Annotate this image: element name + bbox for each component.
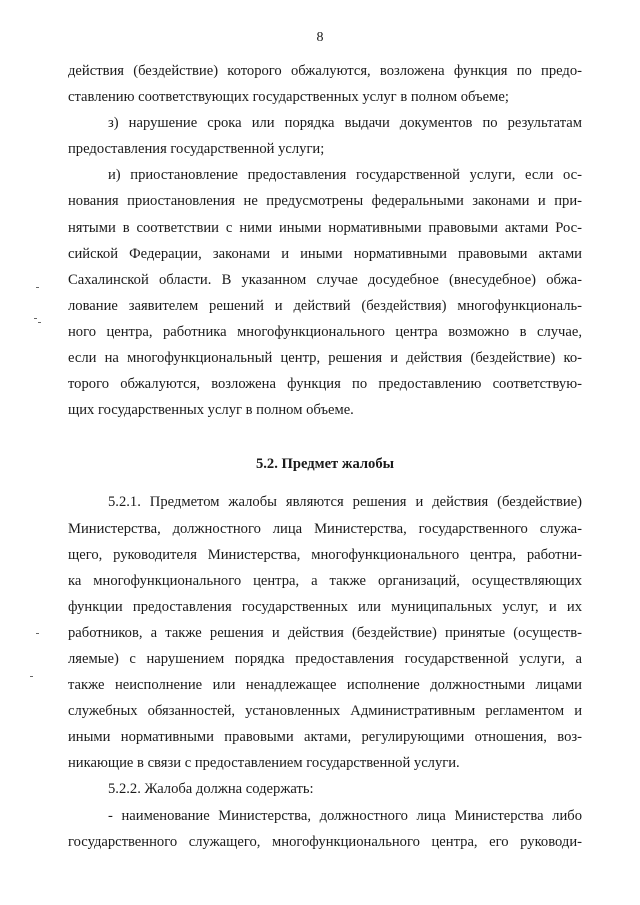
paragraph-list-item xyxy=(68,803,582,855)
text-line: щего, руководителя Министерства, многофункционального центра, работни- xyxy=(68,546,582,563)
section-heading: 5.2. Предмет жалобы xyxy=(255,456,395,473)
scan-mark xyxy=(30,676,33,677)
paragraph-item-i xyxy=(68,162,582,423)
paragraph-continuation xyxy=(68,58,582,110)
text-line: ляемые) с нарушением порядка предоставления государственной услуги, а xyxy=(68,650,582,667)
text-line: если на многофункциональный центр, решения и действия (бездействие) ко- xyxy=(68,350,582,367)
text-line: ного центра, работника многофункционального центра возможно в случае, xyxy=(68,323,582,340)
text-line: нятыми в соответствии с ними иными нормативными правовыми актами Рос- xyxy=(68,219,582,236)
text-line: ставлению соответствующих государственных услуг в полном объеме; xyxy=(68,89,509,106)
text-line: и) приостановление предоставления государственной услуги, если ос- xyxy=(108,167,582,184)
text-line: никающие в связи с предоставлением государственной услуги. xyxy=(68,755,460,772)
scan-mark xyxy=(38,322,41,323)
text-line: ка многофункционального центра, а также организаций, осуществляющих xyxy=(68,572,582,589)
scan-mark xyxy=(36,287,39,288)
text-line: - наименование Министерства, должностного лица Министерства либо xyxy=(108,807,582,824)
page-number: 8 xyxy=(316,30,324,45)
text-line: предоставления государственной услуги; xyxy=(68,141,325,158)
text-line: иными нормативными правовыми актами, регулирующими отношения, воз- xyxy=(68,729,582,746)
scan-mark xyxy=(34,318,37,319)
text-line: функции предоставления государственных или муниципальных услуг, и их xyxy=(68,598,582,615)
text-line: щих государственных услуг в полном объеме. xyxy=(68,402,354,419)
text-line: лование заявителем решений и действий (бездействия) многофункциональ- xyxy=(68,297,582,314)
text-line: служебных обязанностей, установленных Административным регламентом и xyxy=(68,703,582,720)
paragraph-item-z xyxy=(68,110,582,162)
text-line: 5.2.2. Жалоба должна содержать: xyxy=(108,781,314,798)
text-line: сийской Федерации, законами и иными нормативными правовыми актами xyxy=(68,245,582,262)
text-line: Министерства, должностного лица Министерства, государственного служа- xyxy=(68,520,582,537)
text-line: торого обжалуются, возложена функция по предоставлению соответствую- xyxy=(68,376,582,393)
text-line: государственного служащего, многофункционального центра, его руководи- xyxy=(68,833,582,850)
text-line: з) нарушение срока или порядка выдачи документов по результатам xyxy=(108,115,582,132)
scan-mark xyxy=(36,633,39,634)
text-line: Сахалинской области. В указанном случае досудебное (внесудебное) обжа- xyxy=(68,271,582,288)
text-line: 5.2.1. Предметом жалобы являются решения и действия (бездействие) xyxy=(108,494,582,511)
paragraph-5-2-1 xyxy=(68,489,582,776)
text-line: также неисполнение или ненадлежащее исполнение должностными лицами xyxy=(68,677,582,694)
text-line: нования приостановления не предусмотрены федеральными законами и при- xyxy=(68,193,582,210)
paragraph-5-2-2 xyxy=(68,776,582,802)
document-body xyxy=(68,58,582,855)
text-line: работников, а также решения и действия (бездействие) принятые (осуществ- xyxy=(68,624,582,641)
text-line: действия (бездействие) которого обжалуются, возложена функция по предо- xyxy=(68,63,582,79)
